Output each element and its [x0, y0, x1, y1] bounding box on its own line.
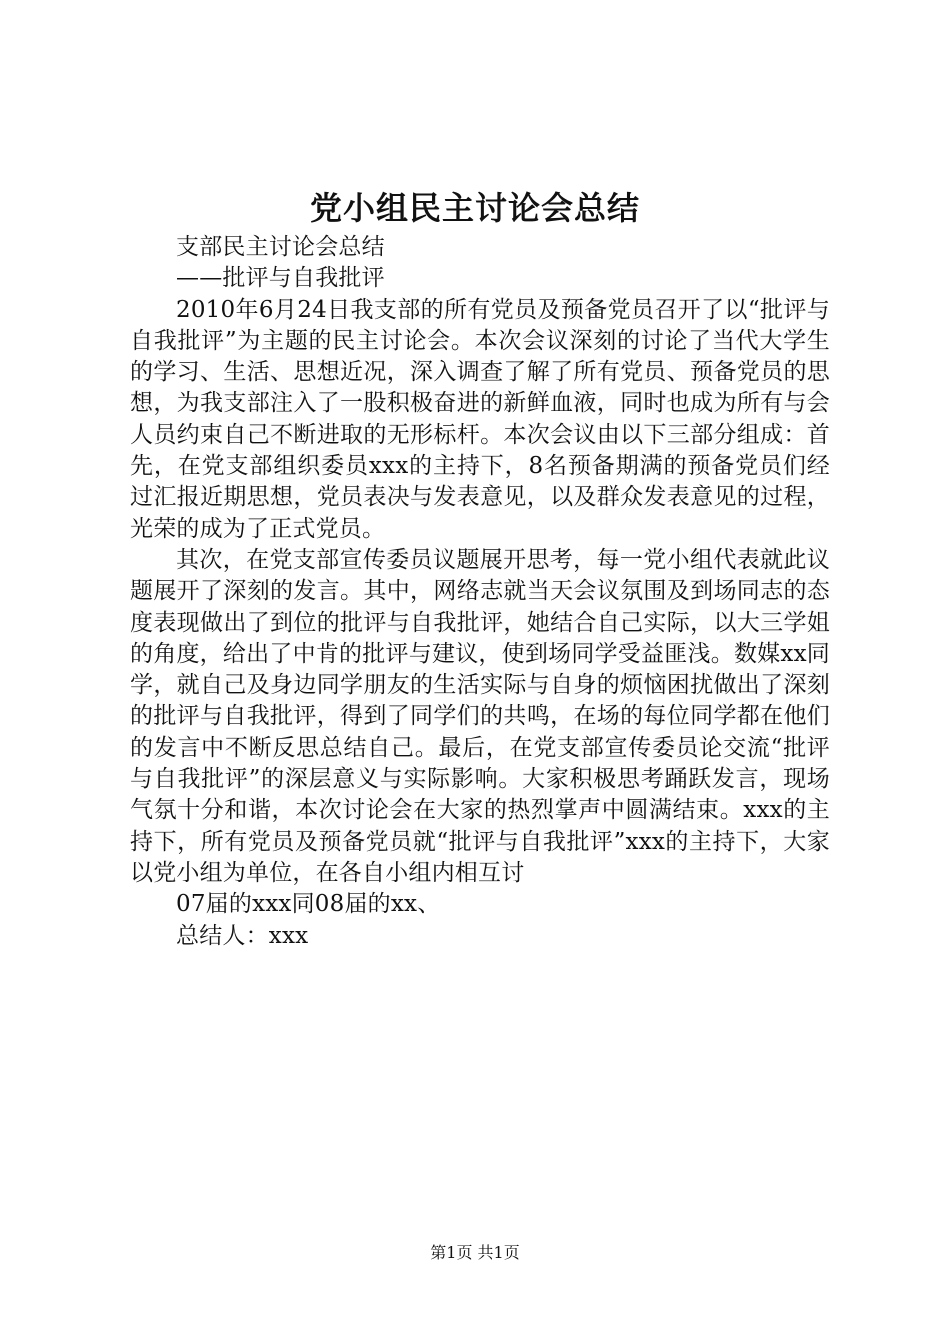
closing-line: 07届的xxx同08届的xx、: [176, 891, 441, 918]
section-heading: 支部民主讨论会总结: [176, 234, 385, 260]
page-footer: 第1页 共1页: [430, 1243, 520, 1262]
paragraph-1: 2010年6月24日我支部的所有党员及预备党员召开了以“批评与自我批评”为主题的民主讨论会。本次会议深刻的讨论了当代大学生的学习、生活、思想近况，深入调查了解了所有党员、预备党员的思想，为我支部注入了一股积极奋进的新鲜血液，同时也成为所有与会人员约束自己不断进取的无形标杆。本次会议由以下三部分组成：首先，在党支部组织委员xxx的主持下，8名预备期满的预备党员们经过汇报近期思想，党员表决与发表意见，以及群众发表意见的过程，光荣的成为了正式党员。: [130, 296, 830, 542]
document-body: [130, 232, 830, 952]
paragraph-2: 其次，在党支部宣传委员议题展开思考，每一党小组代表就此议题展开了深刻的发言。其中，网络志就当天会议氛围及到场同志的态度表现做出了到位的批评与自我批评，她结合自己实际，以大三学姐的角度，给出了中肯的批评与建议，使到场同学受益匪浅。数媒xx同学，就自己及身边同学朋友的生活实际与自身的烦恼困扰做出了深刻的批评与自我批评，得到了同学们的共鸣，在场的每位同学都在他们的发言中不断反思总结自己。最后，在党支部宣传委员论交流“批评与自我批评”的深层意义与实际影响。大家积极思考踊跃发言，现场气氛十分和谐，本次讨论会在大家的热烈掌声中圆满结束。xxx的主持下，所有党员及预备党员就“批评与自我批评”xxx的主持下，大家以党小组为单位，在各自小组内相互讨: [130, 546, 830, 886]
author-line: 总结人：xxx: [176, 922, 309, 949]
document-title: 党小组民主讨论会总结: [309, 189, 640, 227]
section-subheading: ——批评与自我批评: [176, 265, 385, 292]
